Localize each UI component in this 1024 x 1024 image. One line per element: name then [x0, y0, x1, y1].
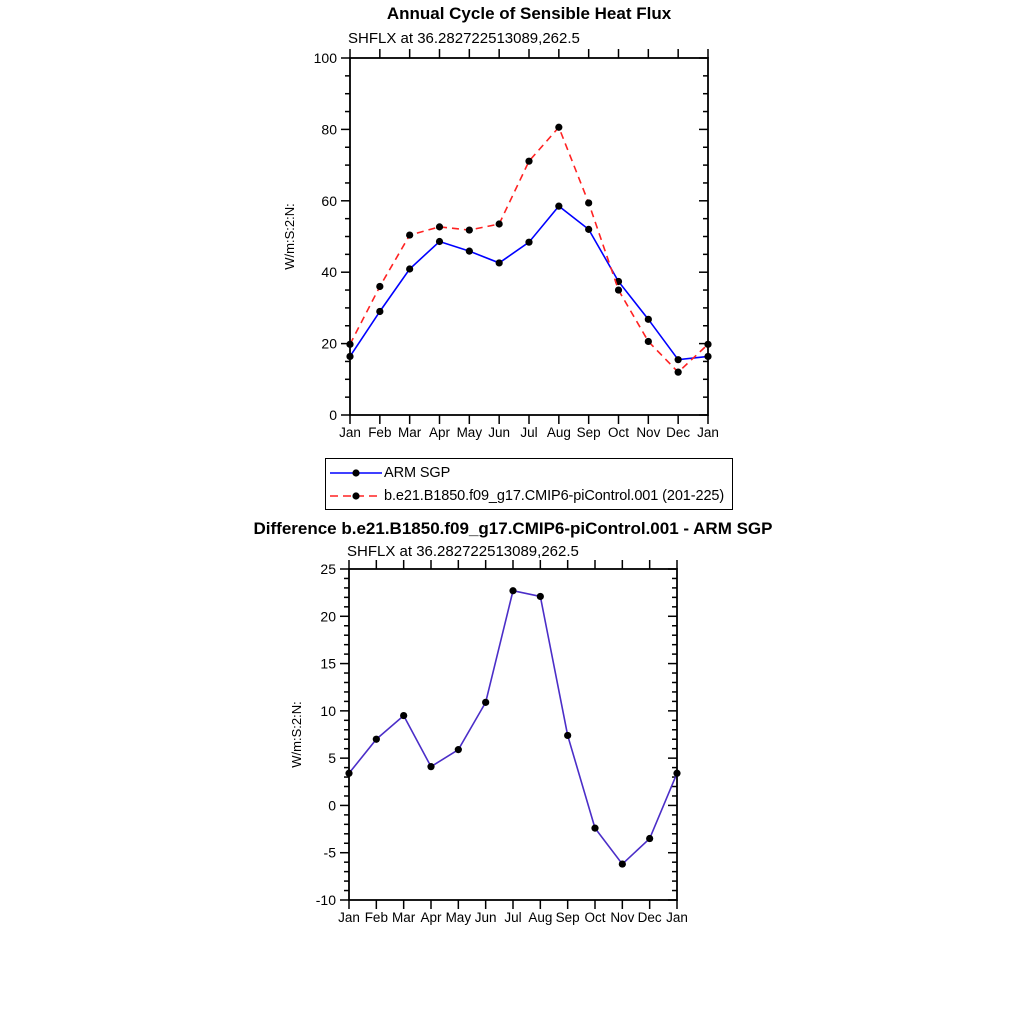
data-point-marker [673, 770, 680, 777]
legend-label-obs: ARM SGP [384, 464, 451, 481]
y-tick-label: -5 [323, 844, 336, 861]
y-tick-label: 0 [328, 797, 336, 814]
data-point-marker [615, 286, 622, 293]
x-tick-label: Mar [392, 910, 416, 925]
x-tick-label: Jan [697, 425, 719, 440]
y-tick-label: 80 [321, 121, 337, 138]
data-point-marker [555, 203, 562, 210]
x-tick-label: May [456, 425, 483, 440]
x-tick-label: Feb [368, 425, 392, 440]
data-point-marker [525, 239, 532, 246]
legend-label-model: b.e21.B1850.f09_g17.CMIP6-piControl.001 (201-225) [384, 487, 725, 504]
top-chart-title: Annual Cycle of Sensible Heat Flux [386, 4, 672, 23]
data-point-marker [345, 770, 352, 777]
data-point-marker [704, 341, 711, 348]
data-point-marker [496, 220, 503, 227]
legend-entry-obs [328, 461, 732, 484]
data-point-marker [406, 231, 413, 238]
data-point-marker [645, 338, 652, 345]
plot-frame-0 [350, 58, 708, 415]
data-point-marker [509, 587, 516, 594]
y-tick-label: 20 [321, 335, 337, 352]
data-point-marker [346, 353, 353, 360]
x-tick-label: Nov [610, 910, 635, 925]
data-point-marker [427, 763, 434, 770]
data-point-marker [675, 356, 682, 363]
y-tick-label: -10 [315, 892, 336, 908]
data-point-marker [482, 699, 489, 706]
data-point-marker [376, 308, 383, 315]
data-point-marker [591, 825, 598, 832]
data-point-marker [525, 158, 532, 165]
series-line-0-0 [350, 206, 708, 360]
y-tick-label: 15 [320, 655, 336, 672]
data-point-marker [376, 283, 383, 290]
x-tick-label: Jan [339, 425, 361, 440]
x-tick-label: Jul [504, 910, 522, 925]
data-point-marker [619, 860, 626, 867]
bottom-chart-title: Difference b.e21.B1850.f09_g17.CMIP6-piControl.001 - ARM SGP [253, 519, 773, 538]
legend-entry-model [328, 484, 732, 507]
y-tick-label: 60 [321, 192, 337, 209]
x-tick-label: Jul [520, 425, 538, 440]
x-tick-label: Aug [546, 425, 571, 440]
y-axis-title: W/m:S:2:N: [282, 203, 297, 270]
legend-marker-icon [352, 469, 359, 476]
data-point-marker [585, 226, 592, 233]
x-tick-label: Apr [420, 910, 442, 925]
data-point-marker [406, 265, 413, 272]
y-tick-label: 20 [320, 608, 336, 625]
data-point-marker [400, 712, 407, 719]
x-tick-label: Nov [636, 425, 661, 440]
data-point-marker [646, 835, 653, 842]
x-tick-label: Jan [666, 910, 688, 925]
x-tick-label: Apr [428, 425, 451, 440]
y-tick-label: 100 [313, 50, 337, 66]
x-tick-label: Jun [488, 425, 511, 440]
x-tick-label: May [445, 910, 472, 925]
x-tick-label: Dec [666, 425, 691, 440]
x-tick-label: Dec [637, 910, 662, 925]
data-point-marker [585, 199, 592, 206]
legend-box [325, 458, 733, 510]
plot-frame-1 [349, 569, 677, 900]
legend-marker-icon [352, 492, 359, 499]
data-point-marker [436, 223, 443, 230]
x-tick-label: Aug [528, 910, 553, 925]
bottom-chart-subtitle: SHFLX at 36.282722513089,262.5 [347, 543, 579, 560]
x-tick-label: Sep [576, 425, 601, 440]
data-point-marker [675, 369, 682, 376]
data-point-marker [564, 732, 571, 739]
top-chart-subtitle: SHFLX at 36.282722513089,262.5 [348, 30, 580, 47]
x-tick-label: Oct [584, 910, 606, 925]
x-tick-label: Sep [555, 910, 580, 925]
series-line-1-0 [349, 591, 677, 864]
data-point-marker [373, 736, 380, 743]
data-point-marker [537, 593, 544, 600]
data-point-marker [436, 238, 443, 245]
y-tick-label: 0 [329, 407, 337, 423]
data-point-marker [645, 316, 652, 323]
x-tick-label: Oct [607, 425, 630, 440]
x-tick-label: Feb [364, 910, 388, 925]
legend-sample-dashed-line [328, 486, 384, 506]
data-point-marker [466, 226, 473, 233]
legend-sample-solid-line [328, 463, 384, 483]
x-tick-label: Mar [398, 425, 422, 440]
data-point-marker [496, 259, 503, 266]
y-tick-label: 40 [321, 264, 337, 281]
y-tick-label: 25 [320, 561, 336, 577]
data-point-marker [555, 124, 562, 131]
data-point-marker [455, 746, 462, 753]
x-tick-label: Jun [474, 910, 497, 925]
data-point-marker [346, 341, 353, 348]
y-tick-label: 5 [328, 750, 336, 767]
y-axis-title: W/m:S:2:N: [289, 701, 304, 768]
y-tick-label: 10 [320, 702, 336, 719]
data-point-marker [704, 353, 711, 360]
x-tick-label: Jan [338, 910, 360, 925]
data-point-marker [466, 248, 473, 255]
